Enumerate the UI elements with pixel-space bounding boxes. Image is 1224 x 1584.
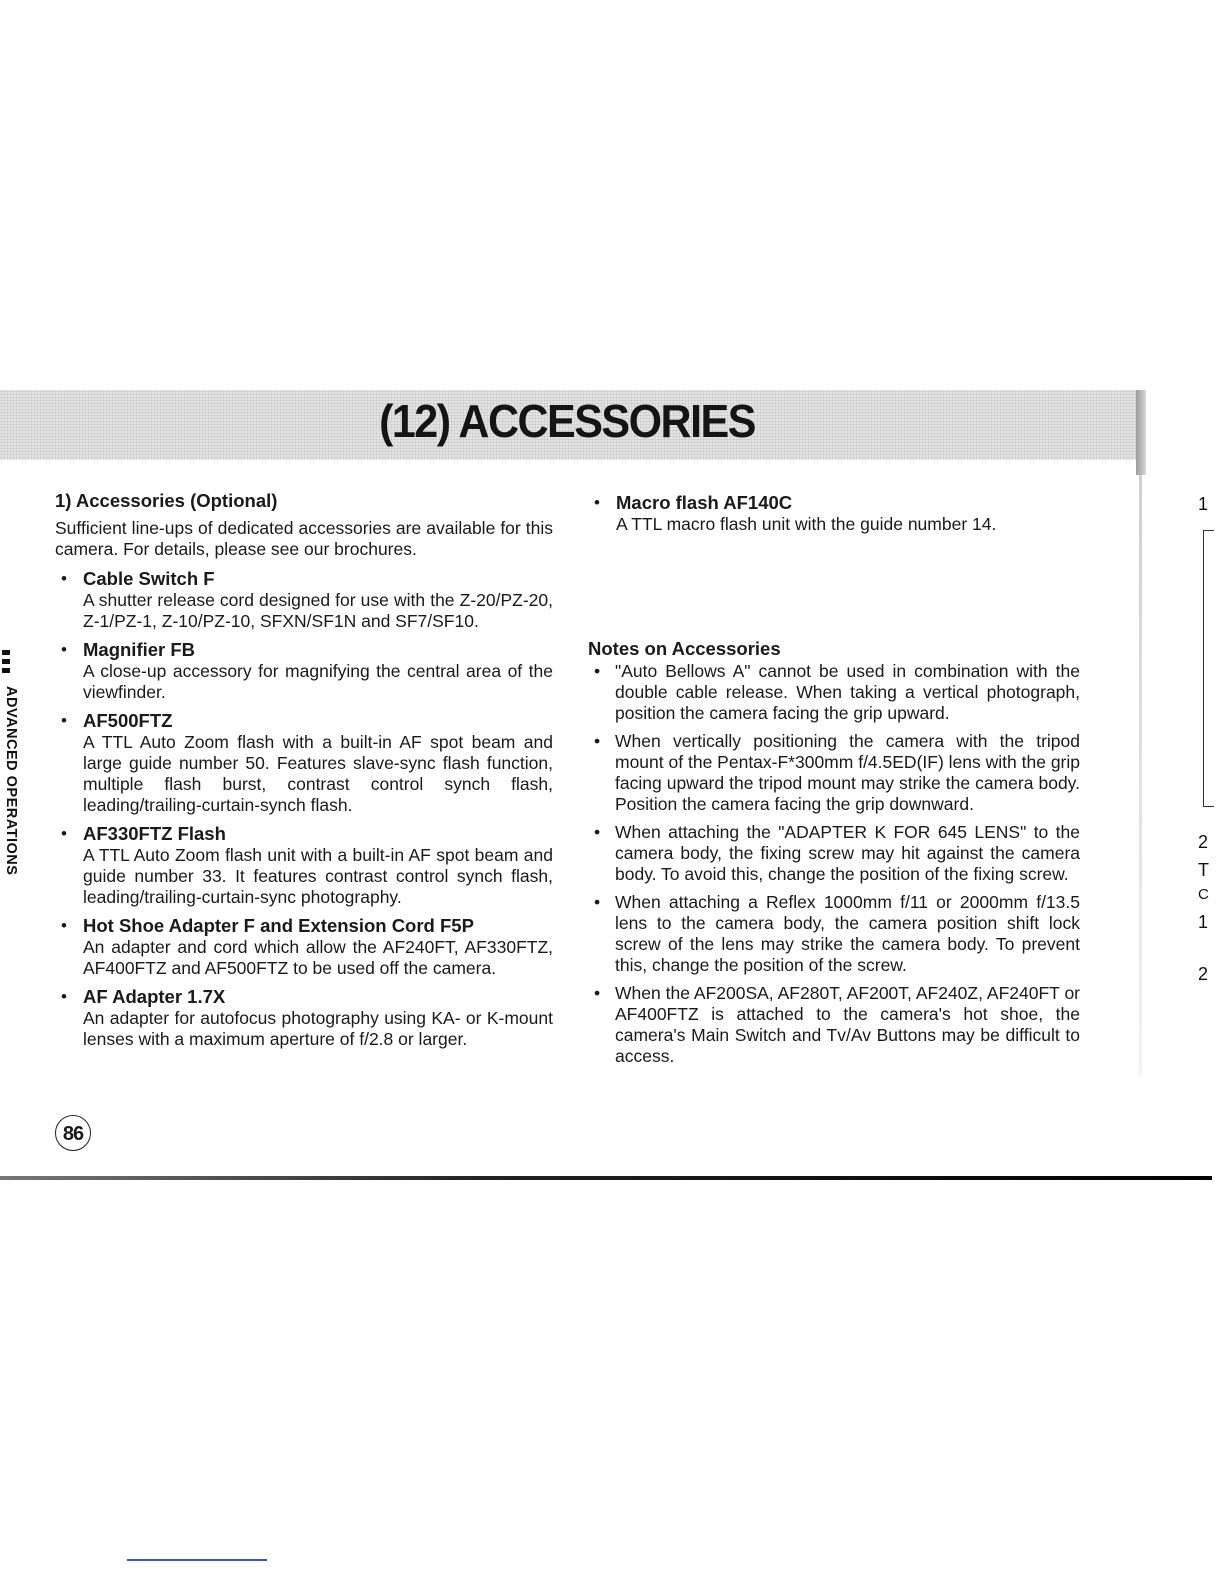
accessory-title: Cable Switch F [83, 568, 215, 589]
adjacent-page-frame [1203, 530, 1214, 807]
bullet-icon: • [61, 711, 67, 730]
bullet-icon: • [594, 661, 601, 681]
note-text: When vertically positioning the camera with the tripod mount of the Pentax-F*300mm f/4.5ED(IF) lens with the grip facing upward the tripod mount may strike the camera body. Position the camera facing the grip downward. [615, 731, 1080, 814]
section-label: ADVANCED OPERATIONS [3, 686, 19, 876]
bullet-icon: • [594, 822, 601, 842]
accessory-title: AF500FTZ [83, 710, 173, 731]
note-text: "Auto Bellows A" cannot be used in combination with the double cable release. When taking a vertical photograph, position the camera facing the grip upward. [615, 661, 1080, 723]
page-number: 86 [55, 1115, 91, 1151]
section-tab [0, 650, 22, 890]
bullet-icon: • [61, 824, 67, 843]
page-edge-shadow [1136, 390, 1146, 475]
accessory-description: A TTL Auto Zoom flash unit with a built-in AF spot beam and guide number 33. It features contrast control synch flash, leading/trailing-curtain-sync photography. [83, 845, 553, 907]
notes-heading: Notes on Accessories [588, 638, 781, 659]
note-text: When attaching the "ADAPTER K FOR 645 LENS" to the camera body, the fixing screw may hit against the camera body. To avoid this, change the position of the fixing screw. [615, 822, 1080, 884]
accessory-title: AF Adapter 1.7X [83, 986, 226, 1007]
left-column [55, 490, 553, 1057]
accessory-description: An adapter and cord which allow the AF240FT, AF330FTZ, AF400FTZ and AF500FTZ to be used off the camera. [83, 937, 553, 978]
adjacent-page-char: 2 [1198, 832, 1209, 852]
bullet-icon: • [61, 987, 67, 1006]
note-text: When the AF200SA, AF280T, AF200T, AF240Z, AF240FT or AF400FTZ is attached to the camera's hot shoe, the camera's Main Switch and Tv/Av Buttons may be difficult to access. [615, 983, 1080, 1066]
accessory-item [55, 710, 553, 816]
accessory-description: A TTL Auto Zoom flash with a built-in AF spot beam and large guide number 50. Features slave-sync flash function, multiple flash burst, contrast control synch flash, leading/trailing-curtain-synch flash. [83, 732, 553, 815]
adjacent-page-char: 1 [1198, 494, 1209, 514]
right-column [588, 492, 1080, 1074]
page-title: (12) ACCESSORIES [379, 396, 755, 448]
bullet-icon: • [61, 569, 67, 588]
bottom-divider [0, 1176, 1212, 1180]
accessory-title: Macro flash AF140C [616, 492, 793, 513]
note-text: When attaching a Reflex 1000mm f/11 or 2000mm f/13.5 lens to the camera body, the camera position shift lock screw of the lens may strike the camera body. To prevent this, change the position of the screw. [615, 892, 1080, 975]
page-gutter-shadow [1139, 475, 1142, 1075]
note-item [588, 822, 1080, 885]
bullet-icon: • [61, 640, 67, 659]
adjacent-page-char: C [1198, 886, 1209, 903]
accessory-title: Hot Shoe Adapter F and Extension Cord F5P [83, 915, 474, 936]
accessory-item [588, 492, 1080, 535]
accessory-item [55, 915, 553, 979]
adjacent-page-char: 1 [1198, 912, 1209, 932]
accessory-title: Magnifier FB [83, 639, 196, 660]
note-item [588, 892, 1080, 976]
bullet-icon: • [594, 493, 600, 512]
bullet-icon: • [594, 892, 601, 912]
underline-divider [127, 1559, 267, 1561]
accessory-description: A close-up accessory for magnifying the central area of the viewfinder. [83, 661, 553, 702]
note-item [588, 661, 1080, 724]
bullet-icon: • [61, 916, 67, 935]
accessory-description: A TTL macro flash unit with the guide number 14. [616, 514, 997, 534]
note-item [588, 731, 1080, 815]
accessory-item [55, 639, 553, 703]
accessory-item [55, 823, 553, 908]
accessory-item [55, 986, 553, 1050]
bullet-icon: • [594, 731, 601, 751]
accessory-title: AF330FTZ Flash [83, 823, 226, 844]
adjacent-page-char: T [1198, 860, 1209, 880]
section-heading: 1) Accessories (Optional) [55, 490, 278, 511]
section-marker-icon [2, 650, 10, 676]
accessory-item [55, 568, 553, 632]
bullet-icon: • [594, 983, 601, 1003]
accessory-description: An adapter for autofocus photography using KA- or K-mount lenses with a maximum aperture of f/2.8 or larger. [83, 1008, 553, 1049]
accessory-description: A shutter release cord designed for use with the Z-20/PZ-20, Z-1/PZ-1, Z-10/PZ-10, SFXN/SF1N and SF7/SF10. [83, 590, 553, 631]
note-item [588, 983, 1080, 1067]
intro-paragraph: Sufficient line-ups of dedicated accessories are available for this camera. For details, please see our brochures. [55, 518, 553, 559]
adjacent-page-char: 2 [1198, 964, 1209, 984]
